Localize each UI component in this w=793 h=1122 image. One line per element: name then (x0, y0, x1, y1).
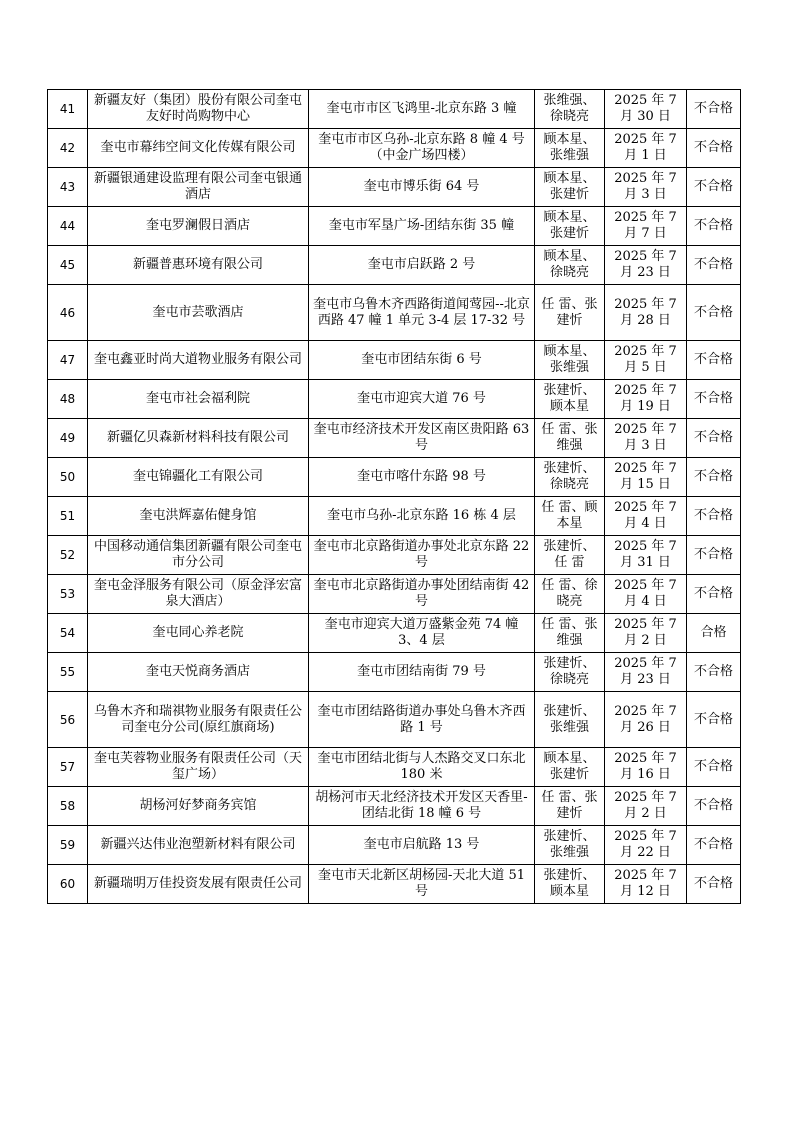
inspectors-cell: 任 雷、张维强 (535, 614, 605, 653)
inspection-date-cell: 2025 年 7 月 28 日 (605, 285, 687, 341)
inspection-date-cell: 2025 年 7 月 30 日 (605, 90, 687, 129)
address-cell: 奎屯市团结北街与人杰路交叉口东北 180 米 (309, 748, 535, 787)
result-cell: 不合格 (687, 692, 741, 748)
row-number-cell: 46 (48, 285, 88, 341)
inspectors-cell: 顾本星、张维强 (535, 341, 605, 380)
table-row (48, 614, 741, 653)
inspection-date-cell: 2025 年 7 月 2 日 (605, 787, 687, 826)
inspectors-cell: 顾本星、张建忻 (535, 168, 605, 207)
result-cell: 不合格 (687, 865, 741, 904)
company-name-cell: 奎屯芙蓉物业服务有限责任公司（天玺广场） (88, 748, 309, 787)
inspectors-cell: 任 雷、徐晓亮 (535, 575, 605, 614)
row-number-cell: 56 (48, 692, 88, 748)
result-cell: 不合格 (687, 748, 741, 787)
company-name-cell: 奎屯市芸歌酒店 (88, 285, 309, 341)
company-name-cell: 奎屯同心养老院 (88, 614, 309, 653)
inspectors-cell: 张建忻、顾本星 (535, 380, 605, 419)
row-number-cell: 42 (48, 129, 88, 168)
inspection-date-cell: 2025 年 7 月 5 日 (605, 341, 687, 380)
inspection-date-cell: 2025 年 7 月 23 日 (605, 653, 687, 692)
inspection-date-cell: 2025 年 7 月 16 日 (605, 748, 687, 787)
inspection-date-cell: 2025 年 7 月 4 日 (605, 497, 687, 536)
row-number-cell: 43 (48, 168, 88, 207)
inspection-date-cell: 2025 年 7 月 4 日 (605, 575, 687, 614)
inspection-results-sheet (47, 89, 740, 904)
result-cell: 不合格 (687, 826, 741, 865)
row-number-cell: 48 (48, 380, 88, 419)
inspection-date-cell: 2025 年 7 月 3 日 (605, 419, 687, 458)
inspectors-cell: 张建忻、顾本星 (535, 865, 605, 904)
table-row (48, 536, 741, 575)
company-name-cell: 新疆银通建设监理有限公司奎屯银通酒店 (88, 168, 309, 207)
company-name-cell: 奎屯金泽服务有限公司（原金泽宏富泉大酒店） (88, 575, 309, 614)
table-row (48, 575, 741, 614)
inspection-date-cell: 2025 年 7 月 12 日 (605, 865, 687, 904)
table-row (48, 653, 741, 692)
address-cell: 奎屯市团结南街 79 号 (309, 653, 535, 692)
address-cell: 奎屯市迎宾大道 76 号 (309, 380, 535, 419)
row-number-cell: 45 (48, 246, 88, 285)
result-cell: 不合格 (687, 536, 741, 575)
result-cell: 不合格 (687, 787, 741, 826)
row-number-cell: 57 (48, 748, 88, 787)
company-name-cell: 新疆亿贝森新材料科技有限公司 (88, 419, 309, 458)
company-name-cell: 奎屯市社会福利院 (88, 380, 309, 419)
company-name-cell: 新疆友好（集团）股份有限公司奎屯友好时尚购物中心 (88, 90, 309, 129)
result-cell: 不合格 (687, 653, 741, 692)
table-row (48, 285, 741, 341)
result-cell: 不合格 (687, 497, 741, 536)
company-name-cell: 胡杨河好梦商务宾馆 (88, 787, 309, 826)
result-cell: 不合格 (687, 575, 741, 614)
company-name-cell: 奎屯洪辉嘉佑健身馆 (88, 497, 309, 536)
table-row (48, 168, 741, 207)
company-name-cell: 奎屯天悦商务酒店 (88, 653, 309, 692)
row-number-cell: 44 (48, 207, 88, 246)
table-body (48, 90, 741, 904)
inspectors-cell: 顾本星、张建忻 (535, 207, 605, 246)
address-cell: 奎屯市启跃路 2 号 (309, 246, 535, 285)
result-cell: 不合格 (687, 129, 741, 168)
inspection-date-cell: 2025 年 7 月 26 日 (605, 692, 687, 748)
inspection-date-cell: 2025 年 7 月 1 日 (605, 129, 687, 168)
result-cell: 不合格 (687, 168, 741, 207)
row-number-cell: 59 (48, 826, 88, 865)
company-name-cell: 新疆兴达伟业泡塑新材料有限公司 (88, 826, 309, 865)
result-cell: 不合格 (687, 246, 741, 285)
address-cell: 奎屯市军垦广场-团结东街 35 幢 (309, 207, 535, 246)
address-cell: 奎屯市经济技术开发区南区贵阳路 63 号 (309, 419, 535, 458)
inspectors-cell: 顾本星、徐晓亮 (535, 246, 605, 285)
address-cell: 奎屯市北京路街道办事处团结南街 42 号 (309, 575, 535, 614)
inspection-date-cell: 2025 年 7 月 19 日 (605, 380, 687, 419)
table-row (48, 748, 741, 787)
result-cell: 不合格 (687, 380, 741, 419)
table-row (48, 826, 741, 865)
table-row (48, 129, 741, 168)
address-cell: 奎屯市市区乌孙-北京东路 8 幢 4 号（中金广场四楼） (309, 129, 535, 168)
row-number-cell: 52 (48, 536, 88, 575)
row-number-cell: 55 (48, 653, 88, 692)
table-row (48, 787, 741, 826)
inspectors-cell: 任 雷、张建忻 (535, 285, 605, 341)
address-cell: 奎屯市团结路街道办事处乌鲁木齐西路 1 号 (309, 692, 535, 748)
result-cell: 合格 (687, 614, 741, 653)
inspectors-cell: 张建忻、任 雷 (535, 536, 605, 575)
row-number-cell: 58 (48, 787, 88, 826)
inspectors-cell: 顾本星、张建忻 (535, 748, 605, 787)
inspection-date-cell: 2025 年 7 月 22 日 (605, 826, 687, 865)
row-number-cell: 60 (48, 865, 88, 904)
inspection-date-cell: 2025 年 7 月 2 日 (605, 614, 687, 653)
table-row (48, 419, 741, 458)
inspection-date-cell: 2025 年 7 月 15 日 (605, 458, 687, 497)
company-name-cell: 奎屯市幕纬空间文化传媒有限公司 (88, 129, 309, 168)
inspectors-cell: 顾本星、张维强 (535, 129, 605, 168)
result-cell: 不合格 (687, 285, 741, 341)
company-name-cell: 新疆普惠环境有限公司 (88, 246, 309, 285)
result-cell: 不合格 (687, 458, 741, 497)
result-cell: 不合格 (687, 341, 741, 380)
table-row (48, 692, 741, 748)
row-number-cell: 51 (48, 497, 88, 536)
row-number-cell: 54 (48, 614, 88, 653)
table-row (48, 865, 741, 904)
address-cell: 奎屯市乌鲁木齐西路街道闻莺园--北京西路 47 幢 1 单元 3-4 层 17-32 号 (309, 285, 535, 341)
row-number-cell: 41 (48, 90, 88, 129)
inspection-date-cell: 2025 年 7 月 23 日 (605, 246, 687, 285)
table-row (48, 380, 741, 419)
address-cell: 奎屯市博乐街 64 号 (309, 168, 535, 207)
address-cell: 奎屯市北京路街道办事处北京东路 22 号 (309, 536, 535, 575)
table-row (48, 90, 741, 129)
table-row (48, 341, 741, 380)
address-cell: 奎屯市启航路 13 号 (309, 826, 535, 865)
table-row (48, 497, 741, 536)
company-name-cell: 中国移动通信集团新疆有限公司奎屯市分公司 (88, 536, 309, 575)
address-cell: 奎屯市喀什东路 98 号 (309, 458, 535, 497)
result-cell: 不合格 (687, 90, 741, 129)
company-name-cell: 奎屯鑫亚时尚大道物业服务有限公司 (88, 341, 309, 380)
company-name-cell: 奎屯罗澜假日酒店 (88, 207, 309, 246)
inspectors-cell: 任 雷、张建忻 (535, 787, 605, 826)
address-cell: 奎屯市天北新区胡杨园-天北大道 51 号 (309, 865, 535, 904)
address-cell: 奎屯市团结东街 6 号 (309, 341, 535, 380)
inspectors-cell: 张维强、徐晓亮 (535, 90, 605, 129)
inspectors-cell: 任 雷、顾本星 (535, 497, 605, 536)
inspectors-cell: 张建忻、徐晓亮 (535, 458, 605, 497)
inspectors-cell: 张建忻、徐晓亮 (535, 653, 605, 692)
address-cell: 奎屯市市区飞鸿里-北京东路 3 幢 (309, 90, 535, 129)
company-name-cell: 乌鲁木齐和瑞祺物业服务有限责任公司奎屯分公司(原红旗商场) (88, 692, 309, 748)
address-cell: 奎屯市迎宾大道万盛紫金苑 74 幢 3、4 层 (309, 614, 535, 653)
inspectors-cell: 张建忻、张维强 (535, 692, 605, 748)
company-name-cell: 奎屯锦疆化工有限公司 (88, 458, 309, 497)
inspection-date-cell: 2025 年 7 月 3 日 (605, 168, 687, 207)
inspection-date-cell: 2025 年 7 月 31 日 (605, 536, 687, 575)
address-cell: 奎屯市乌孙-北京东路 16 栋 4 层 (309, 497, 535, 536)
row-number-cell: 53 (48, 575, 88, 614)
address-cell: 胡杨河市天北经济技术开发区天香里-团结北街 18 幢 6 号 (309, 787, 535, 826)
result-cell: 不合格 (687, 207, 741, 246)
table-row (48, 207, 741, 246)
row-number-cell: 50 (48, 458, 88, 497)
company-name-cell: 新疆瑞明万佳投资发展有限责任公司 (88, 865, 309, 904)
inspection-results-table (47, 89, 741, 904)
result-cell: 不合格 (687, 419, 741, 458)
inspection-date-cell: 2025 年 7 月 7 日 (605, 207, 687, 246)
row-number-cell: 49 (48, 419, 88, 458)
table-row (48, 246, 741, 285)
table-row (48, 458, 741, 497)
inspectors-cell: 张建忻、张维强 (535, 826, 605, 865)
inspectors-cell: 任 雷、张维强 (535, 419, 605, 458)
row-number-cell: 47 (48, 341, 88, 380)
